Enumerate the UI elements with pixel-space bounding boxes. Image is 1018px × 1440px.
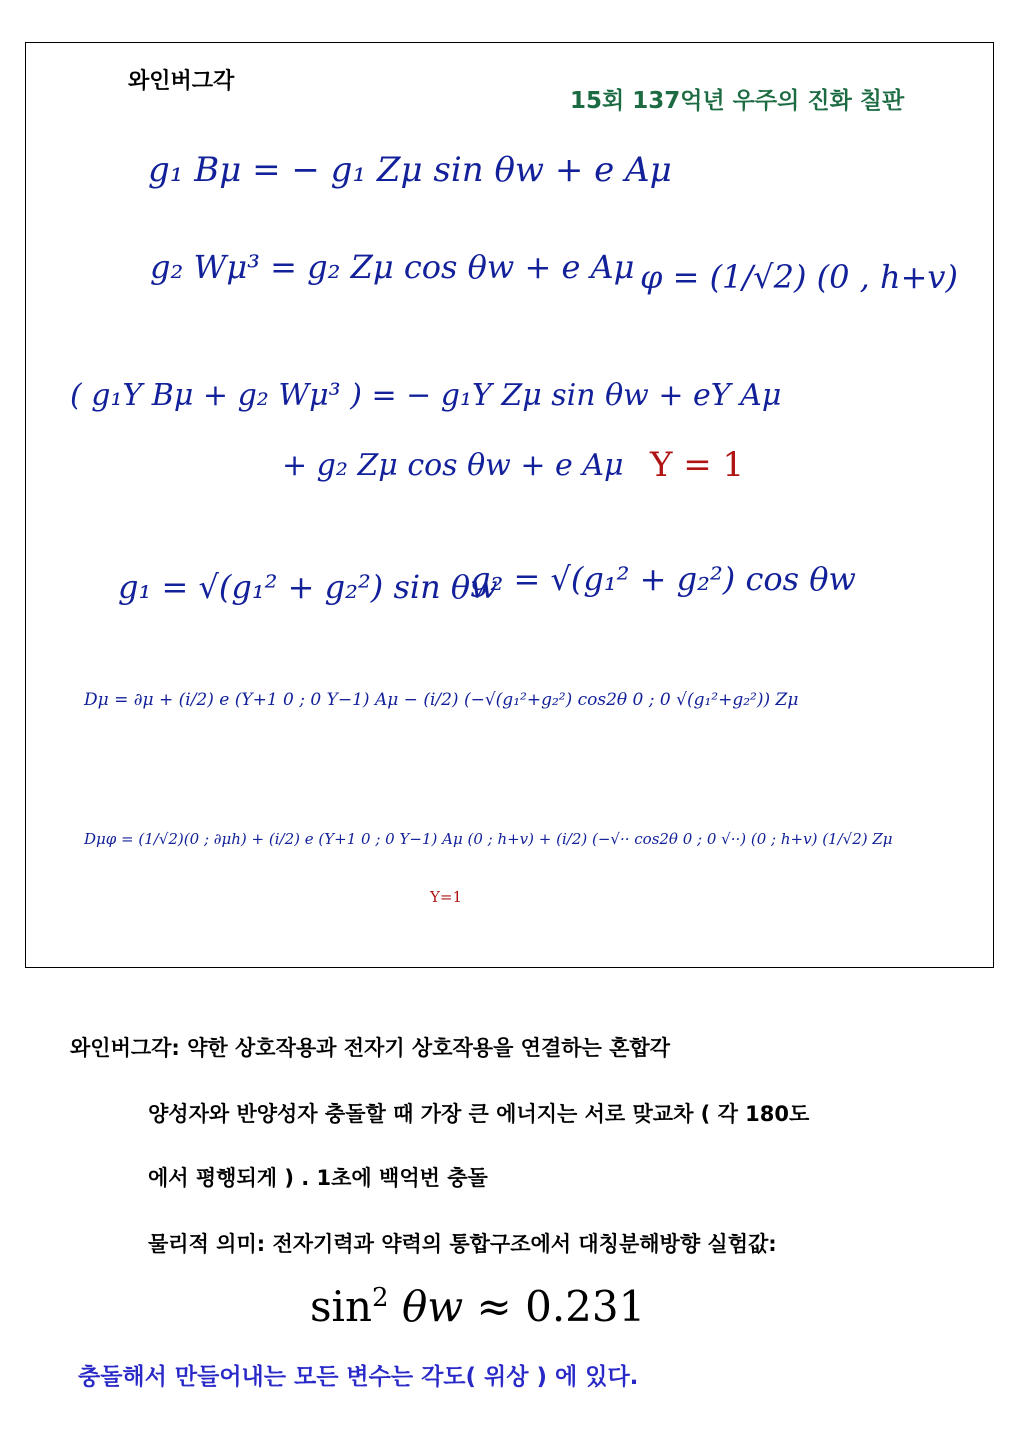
- hypercharge-condition: Y = 1: [650, 445, 745, 485]
- equation-covariant-derivative-phi: Dμφ = (1/√2)(0 ; ∂μh) + (i/2) e (Y+1 0 ; 0 Y−1) Aμ (0 ; h+v) + (i/2) (−√·· cos2θ 0 ; 0 √··) (0 ; h+v) (1/√2) Zμ: [84, 830, 893, 848]
- equation-g2: g₂ = √(g₁² + g₂²) cos θw: [470, 560, 856, 598]
- formula-function: sin: [310, 1282, 373, 1331]
- note-collision-line2: 에서 평행되게 ) . 1초에 백억번 충돌: [148, 1166, 488, 1190]
- equation-higgs-doublet: φ = (1/√2) (0 , h+v): [640, 258, 958, 296]
- episode-label: 15회 137억년 우주의 진화 칠판: [570, 88, 905, 114]
- formula-variable: θw: [401, 1282, 464, 1331]
- note-definition: 와인버그각: 약한 상호작용과 전자기 상호작용을 연결하는 혼합각: [70, 1036, 670, 1060]
- formula-value: ≈ 0.231: [463, 1282, 646, 1331]
- equation-combined-line2: + g₂ Zμ cos θw + e Aμ: [282, 448, 624, 483]
- equation-covariant-derivative: Dμ = ∂μ + (i/2) e (Y+1 0 ; 0 Y−1) Aμ − (i/2) (−√(g₁²+g₂²) cos2θ 0 ; 0 √(g₁²+g₂²)) Zμ: [84, 690, 799, 710]
- equation-g1: g₁ = √(g₁² + g₂²) sin θw: [118, 568, 498, 606]
- board-title: 와인버그각: [128, 69, 235, 94]
- equation-b-field: g₁ Bμ = − g₁ Zμ sin θw + e Aμ: [148, 150, 672, 190]
- equation-w3-field: g₂ Wμ³ = g₂ Zμ cos θw + e Aμ: [150, 248, 635, 286]
- conclusion-text: 충돌해서 만들어내는 모든 변수는 각도( 위상 ) 에 있다.: [78, 1364, 639, 1390]
- weinberg-angle-value: [310, 1282, 645, 1331]
- equation-combined-line1: ( g₁Y Bμ + g₂ Wμ³ ) = − g₁Y Zμ sin θw + eY Aμ: [70, 378, 782, 413]
- note-physical-meaning: 물리적 의미: 전자기력과 약력의 통합구조에서 대칭분해방향 실험값:: [148, 1232, 777, 1256]
- formula-exponent: 2: [372, 1283, 389, 1313]
- note-collision-line1: 양성자와 반양성자 충돌할 때 가장 큰 에너지는 서로 맞교차 ( 각 180도: [148, 1102, 810, 1126]
- hypercharge-note: Y=1: [430, 888, 463, 906]
